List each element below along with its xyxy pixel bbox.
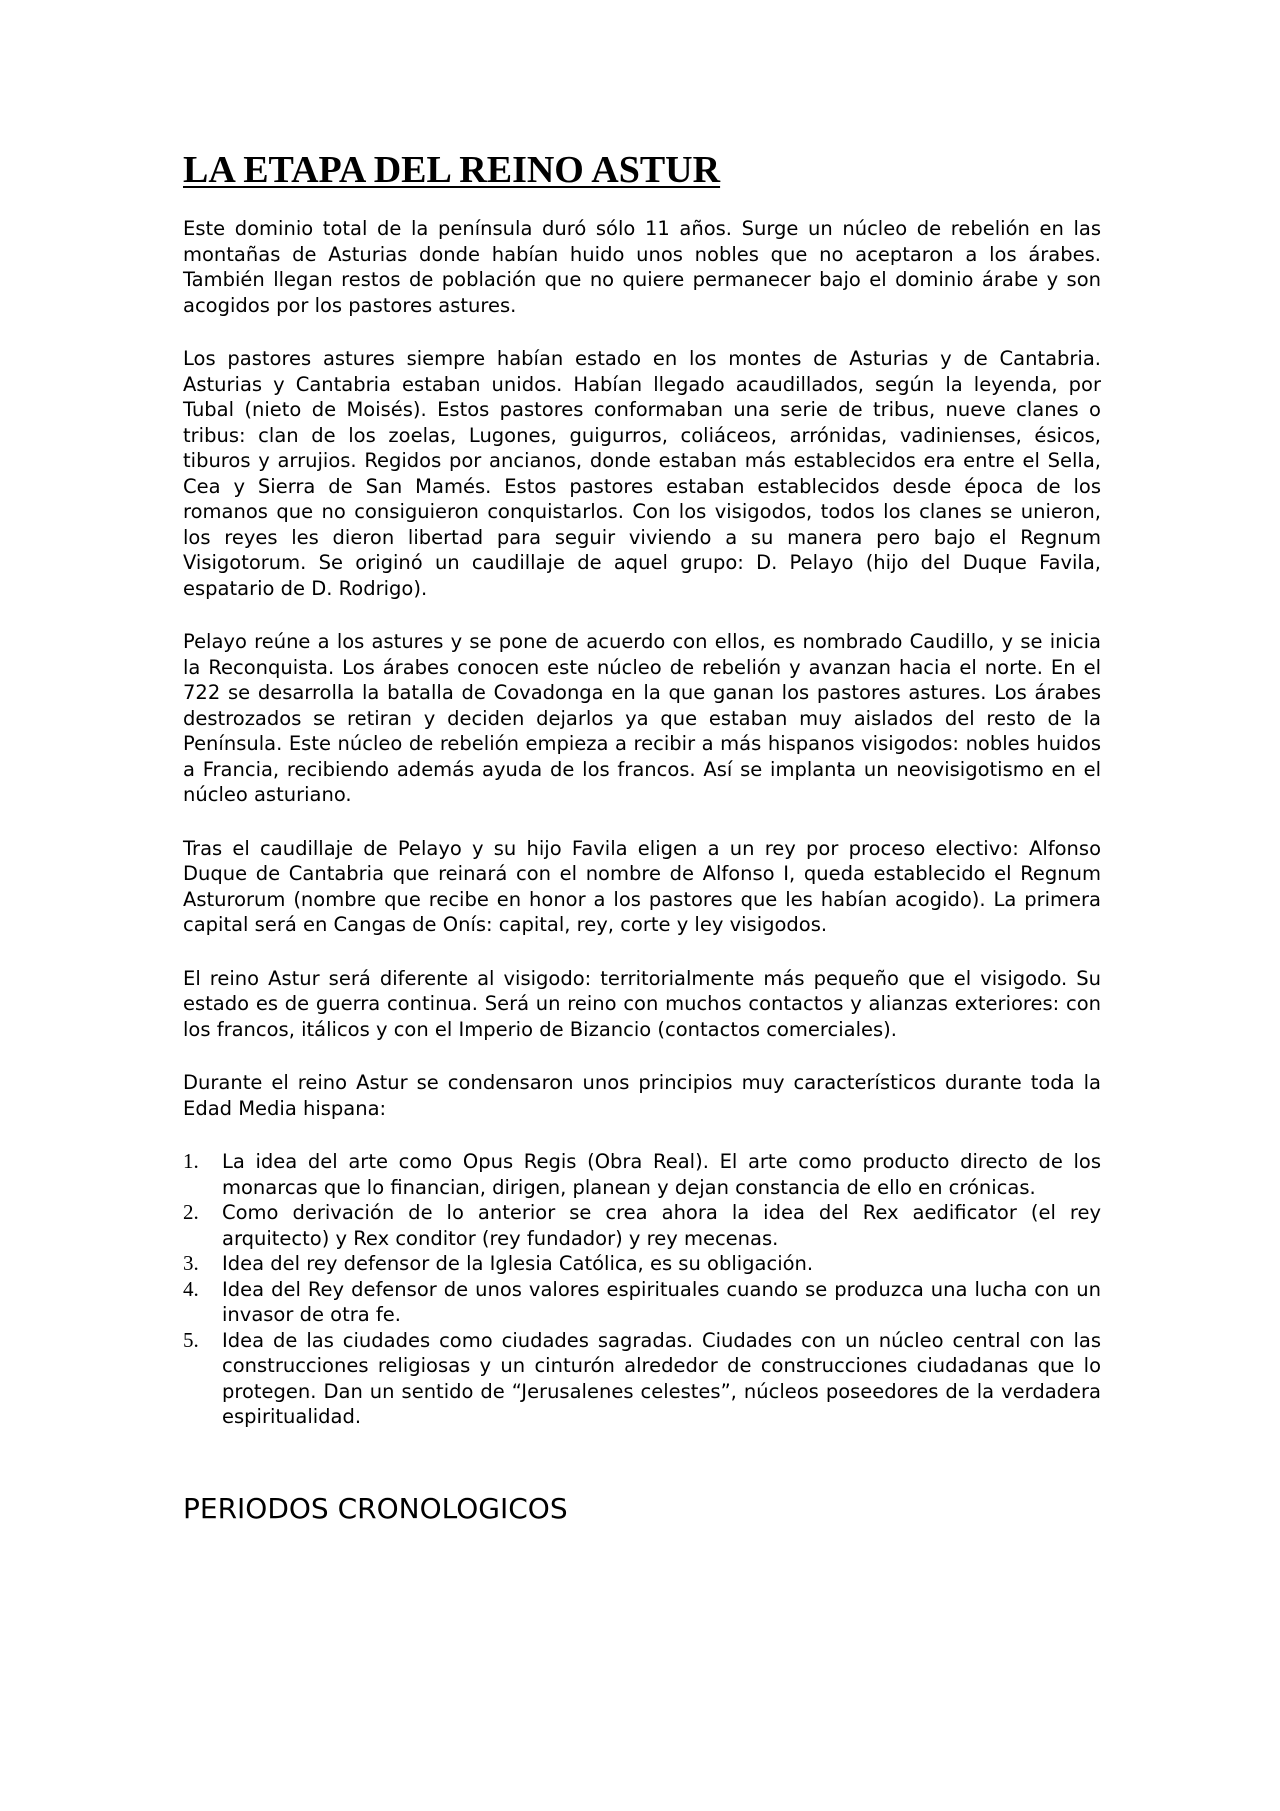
list-item-text: Idea de las ciudades como ciudades sagradas. Ciudades con un núcleo central con las construcciones religiosas y un cinturón alrededor de construcciones ciudadanas que lo protegen. Dan un sentido de “Jerusalenes celestes”, núcleos poseedores de la verdadera espiritualidad. [222,1328,1101,1428]
list-item-number: 1. [183,1149,199,1173]
section-heading: PERIODOS CRONOLOGICOS [183,1491,568,1525]
list-item [183,1149,1101,1200]
list-item [183,1200,1101,1251]
paragraph-4: Tras el caudillaje de Pelayo y su hijo Favila eligen a un rey por proceso electivo: Alfonso Duque de Cantabria que reinará con el nombre de Alfonso I, queda establecido el Regnum Asturorum (nombre que recibe en honor a los pastores que les habían acogido). La primera capital será en Cangas de Onís: capital, rey, corte y ley visigodos. [183,836,1101,936]
document-page [183,148,1101,1526]
list-item-number: 5. [183,1327,199,1352]
paragraph-1: Este dominio total de la península duró sólo 11 años. Surge un núcleo de rebelión en las montañas de Asturias donde habían huido unos nobles que no aceptaron a los árabes. También llegan restos de población que no quiere permanecer bajo el dominio árabe y son acogidos por los pastores astures. [183,217,1101,317]
paragraph-5: El reino Astur será diferente al visigodo: territorialmente más pequeño que el visigodo. Su estado es de guerra continua. Será un reino con muchos contactos y alianzas exteriores: con los francos, itálicos y con el Imperio de Bizancio (contactos comerciales). [183,966,1101,1041]
paragraph-6: Durante el reino Astur se condensaron unos principios muy característicos durante toda la Edad Media hispana: [183,1071,1101,1120]
list-item-text: Como derivación de lo anterior se crea ahora la idea del Rex aedificator (el rey arquitecto) y Rex conditor (rey fundador) y rey mecenas. [222,1201,1101,1250]
list-item-text: La idea del arte como Opus Regis (Obra Real). El arte como producto directo de los monarcas que lo financian, dirigen, planean y dejan constancia de ello en crónicas. [222,1150,1101,1199]
list-item-text: Idea del rey defensor de la Iglesia Católica, es su obligación. [222,1252,814,1275]
paragraph-3: Pelayo reúne a los astures y se pone de acuerdo con ellos, es nombrado Caudillo, y se inicia la Reconquista. Los árabes conocen este núcleo de rebelión y avanzan hacia el norte. En el 722 se desarrolla la batalla de Covadonga en la que ganan los pastores astures. Los árabes destrozados se retiran y deciden dejarlos ya que estaban muy aislados del resto de la Península. Este núcleo de rebelión empieza a recibir a más hispanos visigodos: nobles huidos a Francia, recibiendo además ayuda de los francos. Así se implanta un neovisigotismo en el núcleo asturiano. [183,630,1101,806]
list-item [183,1328,1101,1430]
document-title: LA ETAPA DEL REINO ASTUR [183,149,721,191]
list-item-number: 4. [183,1276,199,1301]
list-item [183,1277,1101,1328]
list-item-number: 3. [183,1251,199,1275]
principles-list [183,1149,1101,1430]
paragraph-2: Los pastores astures siempre habían estado en los montes de Asturias y de Cantabria. Asturias y Cantabria estaban unidos. Habían llegado acaudillados, según la leyenda, por Tubal (nieto de Moisés). Estos pastores conformaban una serie de tribus, nueve clanes o tribus: clan de los zoelas, Lugones, guigurros, coliáceos, arrónidas, vadinienses, ésicos, tiburos y arrujios. Regidos por ancianos, donde estaban más establecidos era entre el Sella, Cea y Sierra de San Mamés. Estos pastores estaban establecidos desde época de los romanos que no consiguieron conquistarlos. Con los visigodos, todos los clanes se unieron, los reyes les dieron libertad para seguir viviendo a su manera pero bajo el Regnum Visigotorum. Se originó un caudillaje de aquel grupo: D. Pelayo (hijo del Duque Favila, espatario de D. Rodrigo). [183,347,1101,600]
list-item-text: Idea del Rey defensor de unos valores espirituales cuando se produzca una lucha con un invasor de otra fe. [222,1277,1101,1326]
list-item [183,1251,1101,1277]
list-item-number: 2. [183,1200,199,1224]
